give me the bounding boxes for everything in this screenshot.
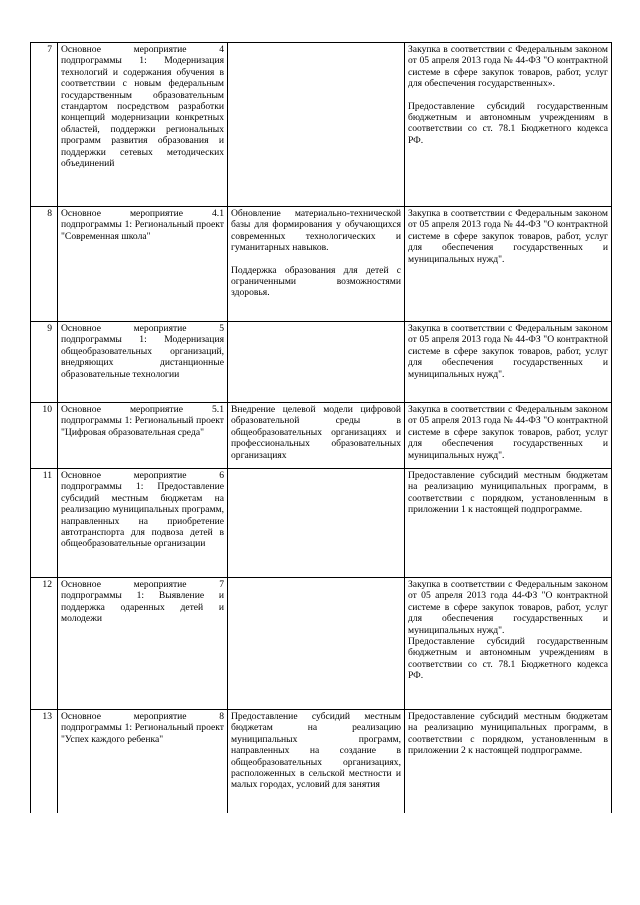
mechanism-cell: [405, 403, 612, 469]
measures-table: [30, 42, 612, 813]
row-number: 7: [31, 43, 58, 207]
direction-cell: [228, 43, 405, 207]
row-number: 11: [31, 469, 58, 578]
row-number: 13: [31, 710, 58, 814]
event-cell: [58, 207, 228, 322]
mechanism-cell: [405, 322, 612, 403]
table-row: [31, 710, 612, 814]
direction-cell: [228, 710, 405, 814]
mechanism-text: Предоставление субсидий местным бюджетам на реализацию муниципальных программ, в соответствии с порядком, установленным в приложении 1 к настоящей подпрограмме.: [408, 470, 608, 516]
event-text: Основное мероприятие 4 подпрограммы 1: Модернизация технологий и содержания обучения в соответствии с новым федеральным государственным образовательным стандартом посредством разработки концепций модернизации конкретных областей, поддержки региональных программ развития образования и поддержки сетевых методических объединений: [61, 44, 224, 170]
mechanism-text: Предоставление субсидий государственным бюджетным и автономным учреждениям в соответствии со ст. 78.1 Бюджетного кодекса РФ.: [408, 100, 608, 146]
mechanism-cell: [405, 207, 612, 322]
direction-cell: [228, 322, 405, 403]
direction-text: Внедрение целевой модели цифровой образовательной среды в общеобразовательных организациях и профессиональных образовательных организациях: [231, 404, 401, 461]
mechanism-text: Закупка в соответствии с Федеральным законом от 05 апреля 2013 года № 44-ФЗ "О контрактной системе в сфере закупок товаров, работ, услуг для обеспечения государственных и муниципальных нужд".: [408, 404, 608, 461]
direction-cell: [228, 469, 405, 578]
table-row: [31, 469, 612, 578]
mechanism-text: Закупка в соответствии с Федеральным законом от 05 апреля 2013 года 44-ФЗ "О контрактной системе в сфере закупок товаров, работ, услуг для обеспечения государственных и муниципальных нужд".: [408, 579, 608, 636]
event-cell: [58, 322, 228, 403]
event-text: Основное мероприятие 5 подпрограммы 1: Модернизация общеобразовательных организаций, внедряющих дистанционные образовательные технологии: [61, 323, 224, 380]
mechanism-text: Закупка в соответствии с Федеральным законом от 05 апреля 2013 года № 44-ФЗ "О контрактной системе в сфере закупок товаров, работ, услуг для обеспечения государственных».: [408, 44, 608, 90]
table-row: [31, 43, 612, 207]
direction-text: Предоставление субсидий местным бюджетам на реализацию муниципальных программ, направленных на создание в общеобразовательных организациях, расположенных в сельской местности и малых городах, условий для занятия: [231, 711, 401, 791]
mechanism-text: Закупка в соответствии с Федеральным законом от 05 апреля 2013 года № 44-ФЗ "О контрактной системе в сфере закупок товаров, работ, услуг для обеспечения государственных и муниципальных нужд".: [408, 323, 608, 380]
event-cell: [58, 43, 228, 207]
event-cell: [58, 578, 228, 710]
row-number: 12: [31, 578, 58, 710]
mechanism-cell: [405, 469, 612, 578]
table-row: [31, 322, 612, 403]
event-text: Основное мероприятие 7 подпрограммы 1: Выявление и поддержка одаренных детей и молодежи: [61, 579, 224, 625]
event-text: Основное мероприятие 5.1 подпрограммы 1: Региональный проект "Цифровая образовательная среда": [61, 404, 224, 438]
mechanism-text: Предоставление субсидий местным бюджетам на реализацию муниципальных программ, в соответствии с порядком, установленным в приложении 2 к настоящей подпрограмме.: [408, 711, 608, 757]
event-text: Основное мероприятие 4.1 подпрограммы 1: Региональный проект "Современная школа": [61, 208, 224, 242]
mechanism-cell: [405, 710, 612, 814]
direction-cell: [228, 403, 405, 469]
row-number: 10: [31, 403, 58, 469]
event-text: Основное мероприятие 6 подпрограммы 1: Предоставление субсидий местным бюджетам на реализацию муниципальных программ, направленных на приобретение автотранспорта для подвоза детей в общеобразовательные организации: [61, 470, 224, 550]
row-number: 9: [31, 322, 58, 403]
event-text: Основное мероприятие 8 подпрограммы 1: Региональный проект "Успех каждого ребенка": [61, 711, 224, 745]
row-number: 8: [31, 207, 58, 322]
mechanism-cell: [405, 43, 612, 207]
mechanism-text: Закупка в соответствии с Федеральным законом от 05 апреля 2013 года № 44-ФЗ "О контрактной системе в сфере закупок товаров, работ, услуг для обеспечения государственных и муниципальных нужд".: [408, 208, 608, 265]
direction-text: Поддержка образования для детей с ограниченными возможностями здоровья.: [231, 264, 401, 299]
event-cell: [58, 710, 228, 814]
table-row: [31, 403, 612, 469]
direction-cell: [228, 207, 405, 322]
event-cell: [58, 469, 228, 578]
direction-cell: [228, 578, 405, 710]
direction-text: Обновление материально-технической базы для формирования у обучающихся современных технологических и гуманитарных навыков.: [231, 208, 401, 254]
event-cell: [58, 403, 228, 469]
mechanism-text: Предоставление субсидий государственным бюджетным и автономным учреждениям в соответствии со ст. 78.1 Бюджетного кодекса РФ.: [408, 636, 608, 682]
table-row: [31, 578, 612, 710]
table-row: [31, 207, 612, 322]
mechanism-cell: [405, 578, 612, 710]
